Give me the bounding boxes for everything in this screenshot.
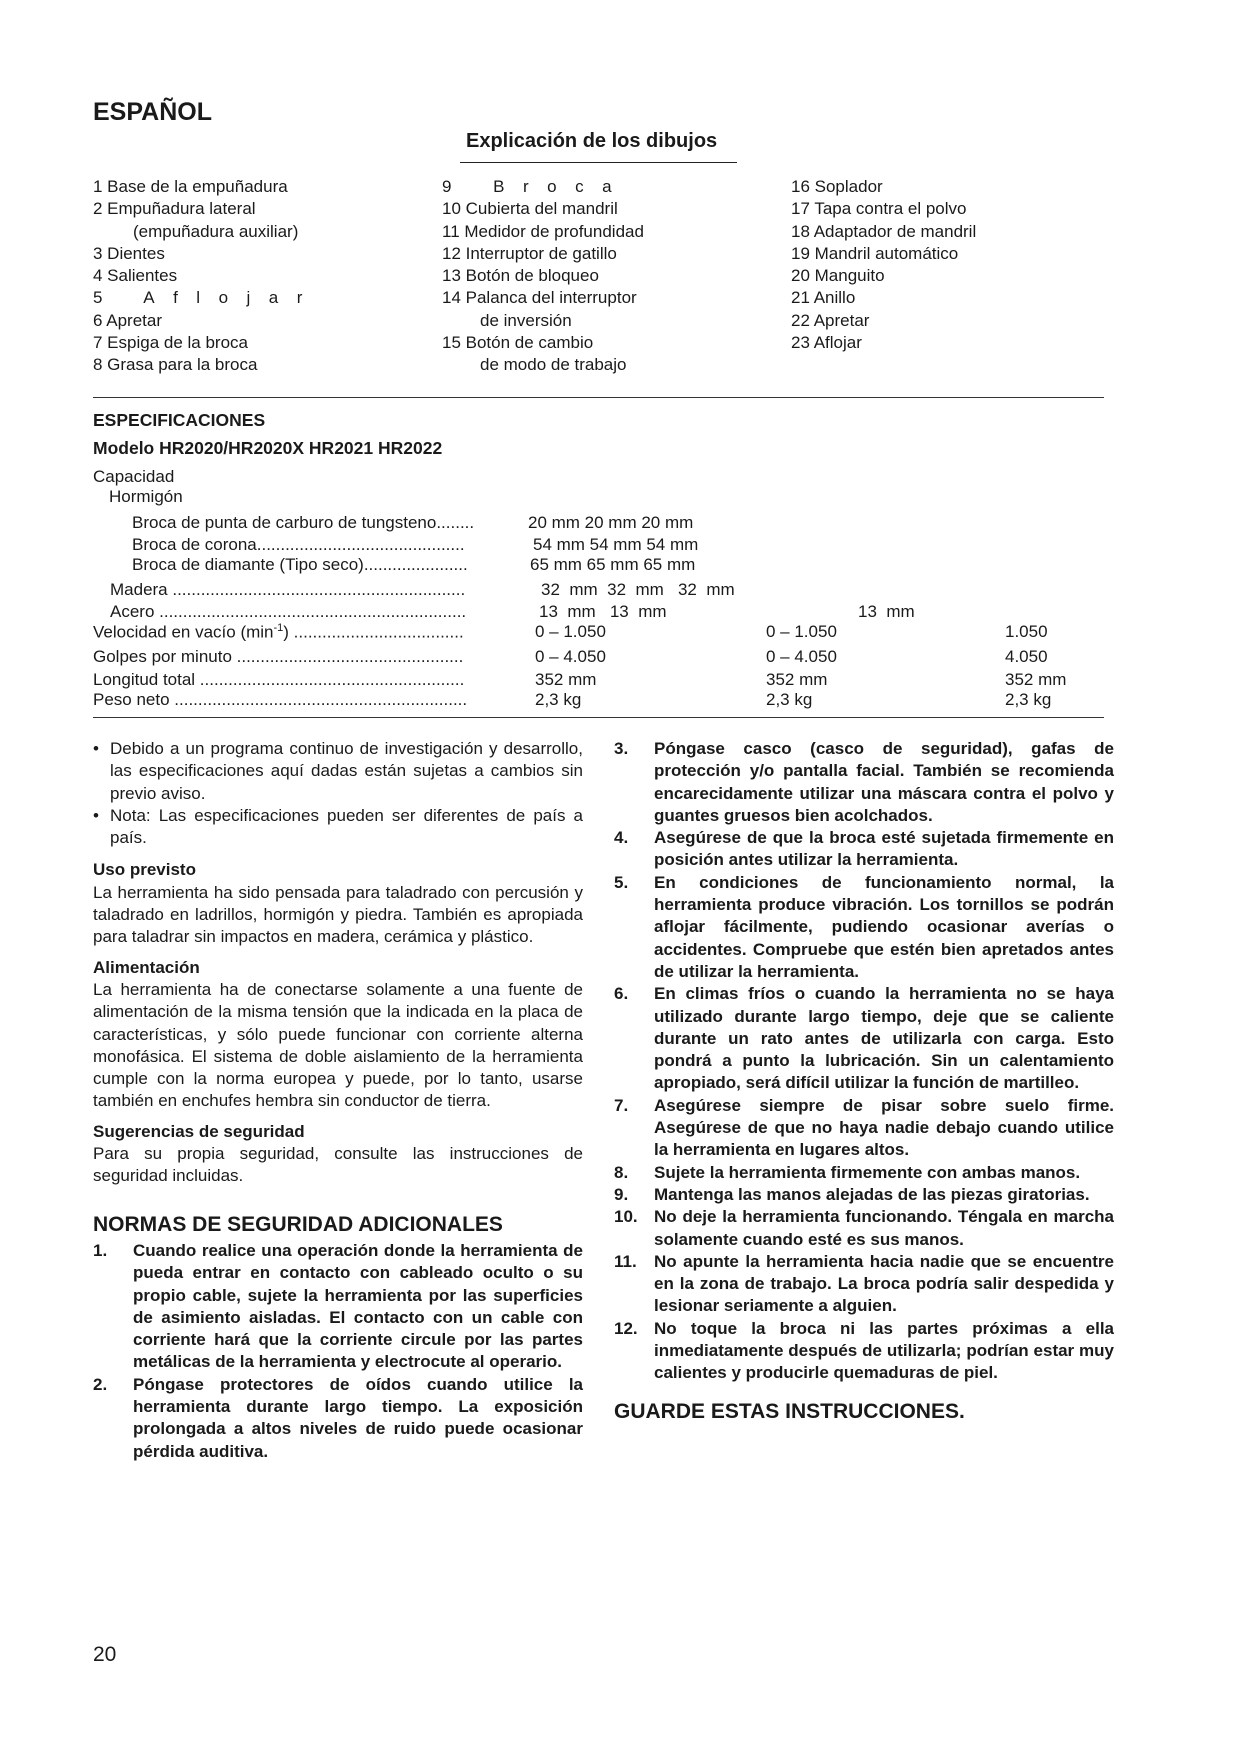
specs-concrete-label: Hormigón (109, 487, 183, 506)
spec-row-value: 13 mm 13 mm (539, 602, 667, 621)
spec-row-value: 352 mm (766, 670, 828, 689)
item-number: 6. (614, 984, 629, 1004)
item-number: 11. (614, 1251, 637, 1271)
safety-item (614, 1095, 1114, 1162)
right-column (614, 738, 1114, 1423)
item-text: No deje la herramienta funcionando. Téngala en marcha solamente cuando esté es sus manos. (654, 1207, 1114, 1249)
bullet-dot: • (93, 739, 99, 758)
safety-item (614, 1206, 1114, 1251)
alimentacion-text: La herramienta ha de conectarse solamente a una fuente de alimentación de la misma tensión que la indicada en la placa de características, y sólo puede funcionar con corriente alterna monofásica. El sistema de doble aislamiento de la herramienta cumple con la norma europea y puede, por lo tanto, usarse también en enchufes hembra sin conductor de tierra. (93, 979, 583, 1111)
legend-item: 9 Broca (442, 177, 631, 196)
item-number: 3. (614, 739, 629, 758)
legend-item: 3 Dientes (93, 243, 165, 263)
spec-superscript: -1 (273, 622, 284, 634)
spec-row-value: 352 mm (1005, 670, 1067, 689)
spec-label-text: Velocidad en vacío (min (93, 622, 274, 642)
item-text: Póngase casco (casco de seguridad), gafas de protección y/o pantalla facial. También se recomienda encarecidamente utilizar una máscara contra el polvo y guantes gruesos bien acolchados. (654, 739, 1114, 825)
legend-item: 1 Base de la empuñadura (93, 177, 288, 196)
spec-row-value: 1.050 (1005, 622, 1048, 641)
spec-row-value: 13 mm (858, 602, 915, 621)
legend-item: de modo de trabajo (480, 355, 627, 375)
specs-model-line: Modelo HR2020/HR2020X HR2021 HR2022 (93, 438, 443, 458)
legend-item: 20 Manguito (791, 266, 885, 286)
item-text: Póngase protectores de oídos cuando utilice la herramienta durante largo tiempo. La exposición prolongada a altos niveles de ruido puede ocasionar pérdida auditiva. (133, 1374, 583, 1461)
section-divider-top (93, 397, 1104, 398)
legend-column-2 (442, 176, 644, 377)
legend-item: de inversión (480, 310, 572, 330)
spec-row-value: 54 mm 54 mm 54 mm (533, 535, 699, 554)
item-number: 9. (614, 1184, 629, 1204)
item-text: Cuando realice una operación donde la herramienta de pueda entrar en contacto con cableado oculto o su propio cable, sujete la herramienta por las superficies de asimiento aisladas. El contacto con un cable con corriente hará que la corriente circule por las partes metálicas de la herramienta y electrocute al operario. (133, 1240, 583, 1372)
legend-item: 13 Botón de bloqueo (442, 266, 599, 286)
legend-column-3 (791, 176, 976, 354)
item-text: Asegúrese siempre de pisar sobre suelo firme. Asegúrese de que no haya nadie debajo cuando utilice la herramienta en lugares altos. (654, 1095, 1114, 1160)
legend-item: 6 Apretar (93, 310, 162, 330)
spec-row-label: Madera .............................................................. (110, 580, 466, 599)
spec-row-label: Broca de punta de carburo de tungsteno........ (132, 513, 475, 532)
safety-item (614, 827, 1114, 872)
spec-row-label: Golpes por minuto ................................................ (93, 647, 464, 666)
page-number: 20 (93, 1643, 117, 1666)
safety-item (614, 738, 1114, 827)
legend-item: 18 Adaptador de mandril (791, 221, 977, 241)
alimentacion-heading: Alimentación (93, 957, 200, 977)
spec-row-label: Broca de corona............................................ (132, 535, 465, 554)
safety-item (614, 983, 1114, 1094)
safety-item (614, 1184, 1114, 1206)
bullet-text: Nota: Las especificaciones pueden ser diferentes de país a país. (110, 805, 583, 848)
legend-item: 22 Apretar (791, 310, 870, 330)
sugerencias-heading: Sugerencias de seguridad (93, 1121, 305, 1141)
specs-heading: ESPECIFICACIONES (93, 410, 266, 430)
language-heading: ESPAÑOL (93, 98, 212, 126)
spec-row-label: Peso neto .............................................................. (93, 690, 468, 709)
spec-row-value: 2,3 kg (1005, 690, 1052, 709)
item-number: 2. (93, 1374, 108, 1394)
legend-item: 23 Aflojar (791, 333, 862, 353)
spec-row-value: 0 – 4.050 (766, 647, 837, 666)
legend-column-1 (93, 176, 321, 377)
spec-row-value: 0 – 4.050 (535, 647, 606, 666)
legend-item: 2 Empuñadura lateral (93, 199, 256, 219)
spec-row-value: 20 mm 20 mm 20 mm (528, 513, 694, 532)
item-text: Asegúrese de que la broca esté sujetada firmemente en posición antes utilizar la herramienta. (654, 828, 1114, 870)
figure-explanation-title: Explicación de los dibujos (466, 130, 718, 152)
left-column (93, 738, 583, 1463)
section-divider-bottom (93, 717, 1104, 718)
item-text: No apunte la herramienta hacia nadie que se encuentre en la zona de trabajo. La broca podría salir despedida y lesionar seriamente a alguien. (654, 1251, 1114, 1316)
safety-item (93, 1240, 583, 1374)
legend-item: 7 Espiga de la broca (93, 333, 248, 353)
save-instructions-heading: GUARDE ESTAS INSTRUCCIONES. (614, 1399, 965, 1423)
item-number: 1. (93, 1240, 108, 1260)
legend-item: 8 Grasa para la broca (93, 355, 258, 375)
item-number: 8. (614, 1162, 629, 1182)
title-underline (460, 162, 737, 163)
item-text: En climas fríos o cuando la herramienta no se haya utilizado durante largo tiempo, deje que se caliente durante un rato antes de utilizarla con carga. Esto pondrá a punto la lubricación. Sin un calentamiento apropiado, será difícil utilizar la función de martilleo. (654, 984, 1114, 1093)
item-text: Mantenga las manos alejadas de las piezas giratorias. (654, 1184, 1090, 1204)
legend-item: 12 Interruptor de gatillo (442, 243, 617, 263)
spec-label-tail: ) .................................... (283, 622, 464, 642)
item-number: 10. (614, 1207, 638, 1227)
legend-item: 19 Mandril automático (791, 243, 959, 263)
spec-row-value: 2,3 kg (766, 690, 813, 709)
uso-heading: Uso previsto (93, 860, 196, 880)
item-number: 5. (614, 872, 629, 892)
spec-row-value: 65 mm 65 mm 65 mm (530, 555, 696, 574)
spec-row-value: 2,3 kg (535, 690, 582, 709)
spec-row-value: 32 mm 32 mm 32 mm (541, 580, 735, 599)
legend-item: 21 Anillo (791, 288, 856, 308)
item-text: Sujete la herramienta firmemente con ambas manos. (654, 1162, 1081, 1182)
item-number: 7. (614, 1095, 629, 1115)
item-text: No toque la broca ni las partes próximas a ella inmediatamente después de utilizarla; podrían estar muy calientes y producirle quemaduras de piel. (654, 1318, 1114, 1383)
legend-item: 4 Salientes (93, 266, 178, 286)
legend-item: 11 Medidor de profundidad (442, 221, 644, 241)
legend-item: 14 Palanca del interruptor (442, 288, 637, 308)
legend-item: 5 Aflojar (93, 288, 321, 308)
safety-item (614, 1251, 1114, 1318)
spec-row-value: 0 – 1.050 (766, 622, 837, 641)
specs-capacity-label: Capacidad (93, 467, 175, 486)
spec-row-label: Longitud total ........................................................ (93, 670, 465, 689)
safety-item (93, 1374, 583, 1463)
item-text: En condiciones de funcionamiento normal, la herramienta produce vibración. Los tornillos se podrán aflojar fácilmente, pudiendo ocasionar averías o accidentes. Compruebe que estén bien apretados antes de utilizar la herramienta. (654, 872, 1114, 981)
spec-row-label: Acero ................................................................. (110, 602, 467, 621)
legend-item: 16 Soplador (791, 177, 883, 196)
normas-heading: NORMAS DE SEGURIDAD ADICIONALES (93, 1212, 503, 1236)
spec-row-label: Broca de diamante (Tipo seco)...................... (132, 555, 468, 574)
safety-item (614, 1162, 1114, 1184)
sugerencias-text: Para su propia seguridad, consulte las instrucciones de seguridad incluidas. (93, 1144, 583, 1186)
item-number: 4. (614, 828, 629, 848)
spec-row-value: 352 mm (535, 670, 597, 689)
item-number: 12. (614, 1318, 638, 1338)
safety-item (614, 1318, 1114, 1385)
legend-item: 17 Tapa contra el polvo (791, 199, 967, 219)
spec-row-label (93, 622, 464, 643)
bullet-item (93, 805, 583, 850)
safety-item (614, 872, 1114, 983)
legend-item: (empuñadura auxiliar) (133, 221, 299, 241)
legend-item: 10 Cubierta del mandril (442, 199, 618, 219)
uso-text: La herramienta ha sido pensada para taladrado con percusión y taladrado en ladrillos, hormigón y piedra. También es apropiada para taladrar sin impactos en madera, cerámica y plástico. (93, 882, 583, 947)
bullet-text: Debido a un programa continuo de investigación y desarrollo, las especificaciones aquí dadas están sujetas a cambios sin previo aviso. (110, 739, 583, 803)
legend-item: 15 Botón de cambio (442, 333, 594, 353)
bullet-item (93, 738, 583, 805)
spec-row-value: 0 – 1.050 (535, 622, 606, 641)
spec-row-value: 4.050 (1005, 647, 1048, 666)
bullet-dot: • (93, 805, 99, 825)
